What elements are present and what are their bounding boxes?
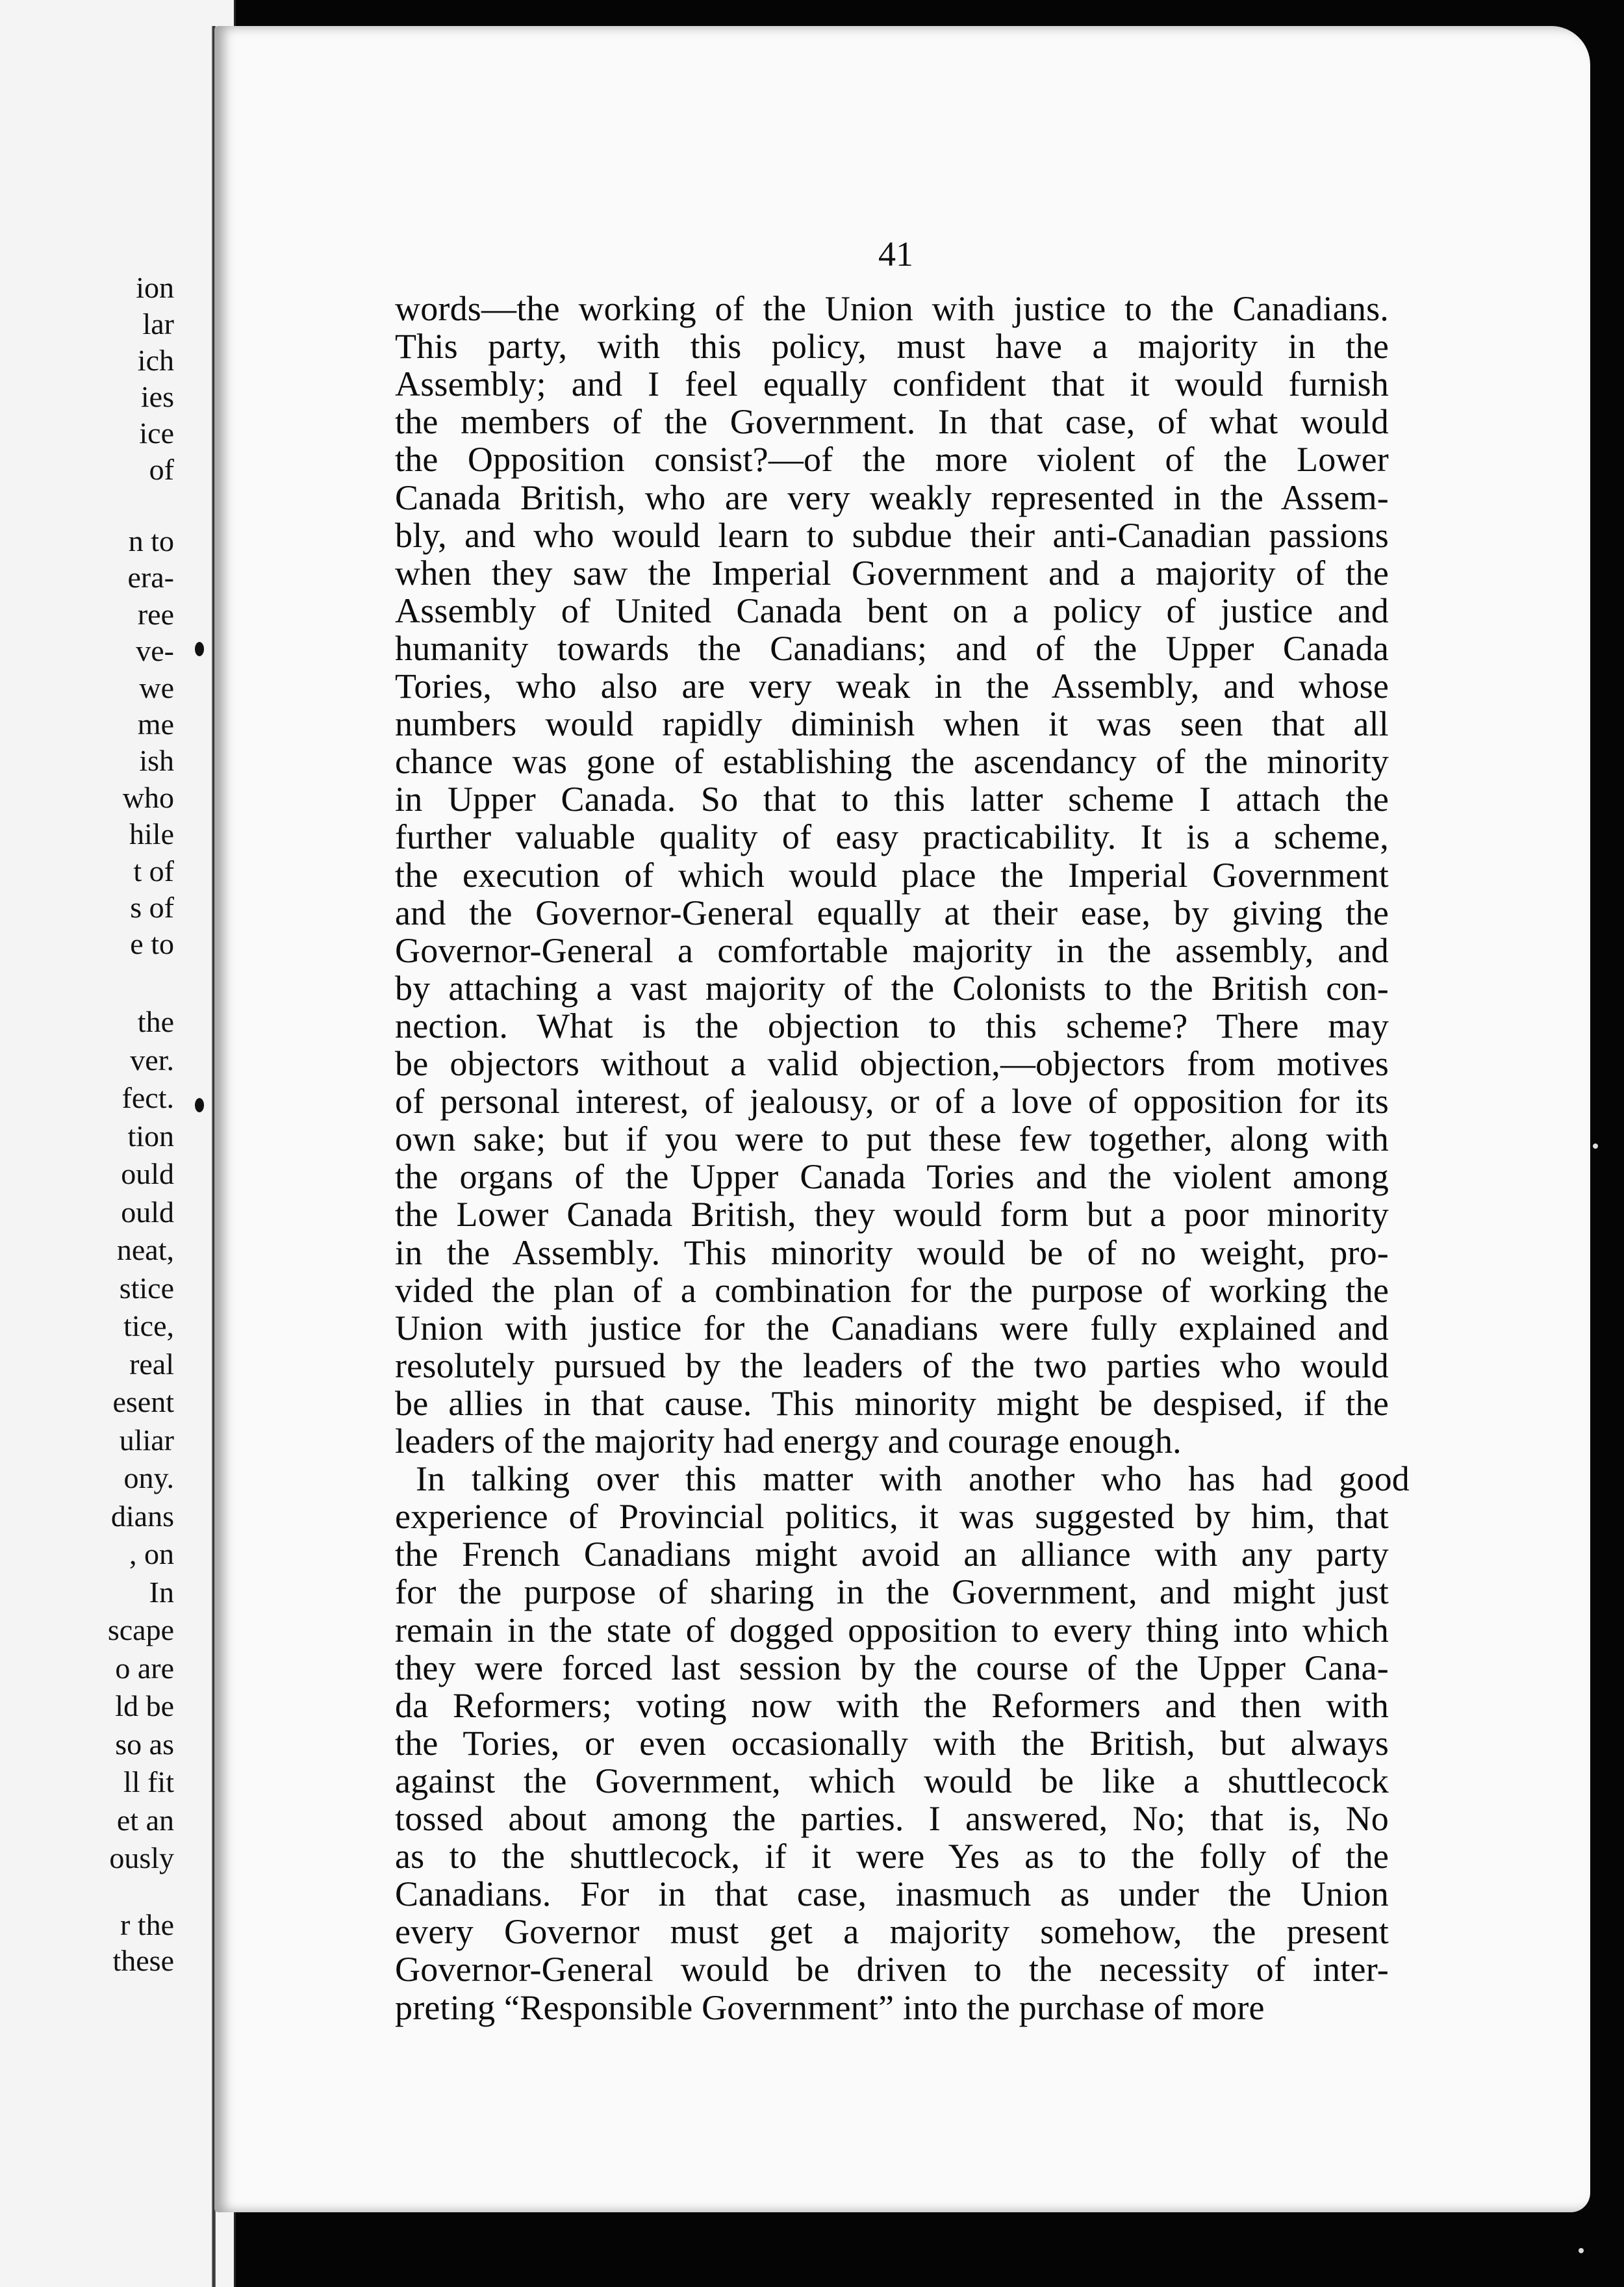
facing-page-text-fragment: real <box>129 1347 174 1381</box>
dust-speck <box>1593 1144 1598 1149</box>
facing-page-text-fragment: ies <box>140 380 174 413</box>
text-line: vided the plan of a combination for the purpose of working the <box>395 1270 1389 1310</box>
text-line: the Opposition consist?—of the more violent of the Lower <box>395 440 1389 479</box>
text-line: and the Governor-General equally at their ease, by giving the <box>395 893 1389 932</box>
facing-page-text-fragment: et an <box>116 1803 174 1837</box>
text-line: for the purpose of sharing in the Government, and might just <box>395 1572 1389 1612</box>
text-line: be allies in that cause. This minority might be despised, if the <box>395 1383 1389 1423</box>
facing-page-text-fragment: stice <box>119 1271 174 1305</box>
text-line: Canada British, who are very weakly represented in the Assem- <box>395 478 1389 517</box>
text-line: be objectors without a valid objection,—objectors from motives <box>395 1044 1389 1083</box>
text-line: further valuable quality of easy practicability. It is a scheme, <box>395 817 1389 857</box>
facing-page-text-fragment: r the <box>120 1908 174 1941</box>
facing-page-text-fragment: t of <box>133 854 174 888</box>
facing-page-text-fragment: neat, <box>116 1233 174 1266</box>
facing-page-text-fragment: ice <box>139 416 174 450</box>
facing-page-text-fragment: , on <box>129 1537 174 1570</box>
text-line: leaders of the majority had energy and courage enough. <box>395 1422 1182 1461</box>
facing-page-text-fragment: In <box>149 1575 174 1609</box>
text-line: the execution of which would place the Imperial Government <box>395 855 1389 895</box>
text-line: words—the working of the Union with justice to the Canadians. <box>395 289 1389 328</box>
facing-page-text-fragment: fect. <box>121 1081 174 1114</box>
facing-page-text-fragment: o are <box>115 1651 174 1685</box>
facing-page-text-fragment: n to <box>128 524 174 557</box>
text-line: Canadians. For in that case, inasmuch as under the Union <box>395 1874 1389 1914</box>
text-line: This party, with this policy, must have a majority in the <box>395 327 1389 366</box>
text-line: remain in the state of dogged opposition to every thing into which <box>395 1610 1389 1650</box>
text-line: they were forced last session by the course of the Upper Cana- <box>395 1648 1389 1687</box>
text-line: Assembly; and I feel equally confident that it would furnish <box>395 364 1389 404</box>
text-line: humanity towards the Canadians; and of the Upper Canada <box>395 628 1389 668</box>
dust-speck <box>1579 2248 1584 2253</box>
text-line: of personal interest, of jealousy, or of a love of opposition for its <box>395 1082 1389 1121</box>
text-line: Union with justice for the Canadians were fully explained and <box>395 1308 1389 1348</box>
facing-page-text-fragment: ould <box>121 1195 174 1229</box>
facing-page-text-fragment: hile <box>129 817 174 851</box>
facing-page-text-fragment: s of <box>130 891 174 924</box>
facing-page-text-fragment: e to <box>130 927 174 961</box>
binding-hole <box>195 642 204 656</box>
text-line: da Reformers; voting now with the Reformers and then with <box>395 1685 1389 1725</box>
text-line: Governor-General a comfortable majority in the assembly, and <box>395 930 1389 970</box>
facing-page-text-fragment: ony. <box>123 1461 174 1494</box>
text-line: the Tories, or even occasionally with the British, but always <box>395 1723 1389 1763</box>
facing-page-text-fragment: scape <box>107 1613 174 1646</box>
text-line: the French Canadians might avoid an alliance with any party <box>395 1535 1389 1574</box>
facing-page-text-fragment: ld be <box>115 1689 174 1722</box>
text-line: nection. What is the objection to this scheme? There may <box>395 1006 1389 1045</box>
facing-page-text-fragment: we <box>139 671 174 704</box>
text-line: preting “Responsible Government” into the purchase of more <box>395 1987 1265 2027</box>
facing-page-text-fragment: ich <box>137 344 174 377</box>
text-line: numbers would rapidly diminish when it was seen that all <box>395 704 1389 744</box>
text-line: in Upper Canada. So that to this latter scheme I attach the <box>395 780 1389 819</box>
text-line: as to the shuttlecock, if it were Yes as to the folly of the <box>395 1837 1389 1876</box>
text-line: own sake; but if you were to put these few together, along with <box>395 1119 1389 1159</box>
text-line: Assembly of United Canada bent on a policy of justice and <box>395 591 1389 630</box>
text-line: chance was gone of establishing the ascendancy of the minority <box>395 742 1389 782</box>
facing-page-text-fragment: ion <box>136 271 174 304</box>
facing-page-text-fragment: ree <box>137 597 174 631</box>
facing-page-text-fragment: ish <box>139 744 174 778</box>
facing-page-text-fragment: these <box>112 1944 174 1977</box>
facing-page-text-fragment: ll fit <box>123 1765 174 1798</box>
facing-page-text-fragment: era- <box>127 561 174 594</box>
facing-page-text-fragment: the <box>137 1005 174 1038</box>
facing-page-left <box>0 0 236 2287</box>
facing-page-text-fragment: who <box>122 780 174 814</box>
facing-page-text-fragment: ould <box>121 1157 174 1190</box>
page-number: 41 <box>878 235 913 274</box>
facing-page-text-fragment: esent <box>112 1385 174 1418</box>
text-line: when they saw the Imperial Government and a majority of the <box>395 553 1389 593</box>
text-line: by attaching a vast majority of the Colonists to the British con- <box>395 968 1389 1008</box>
facing-page-text-fragment: me <box>137 708 174 741</box>
facing-page-text-fragment: uliar <box>119 1423 174 1457</box>
text-line: the Lower Canada British, they would form but a poor minority <box>395 1195 1389 1234</box>
facing-page-text-fragment: of <box>149 453 174 486</box>
text-line: every Governor must get a majority somehow, the present <box>395 1912 1389 1952</box>
text-line: against the Government, which would be like a shuttlecock <box>395 1761 1389 1800</box>
text-line: experience of Provincial politics, it was suggested by him, that <box>395 1497 1389 1537</box>
facing-page-text-fragment: ver. <box>130 1043 174 1077</box>
text-line: tossed about among the parties. I answered, No; that is, No <box>395 1799 1389 1838</box>
text-line: in the Assembly. This minority would be of no weight, pro- <box>395 1233 1389 1272</box>
facing-page-text-fragment: ve- <box>136 634 174 668</box>
text-line: In talking over this matter with another who has had good <box>416 1459 1410 1499</box>
text-line: Tories, who also are very weak in the Assembly, and whose <box>395 667 1389 706</box>
binding-hole <box>195 1098 204 1112</box>
facing-page-text-fragment: lar <box>142 307 174 340</box>
text-line: Governor-General would be driven to the necessity of inter- <box>395 1950 1389 1989</box>
facing-page-text-fragment: dians <box>110 1499 174 1533</box>
text-line: resolutely pursued by the leaders of the two parties who would <box>395 1346 1389 1385</box>
text-line: the organs of the Upper Canada Tories and the violent among <box>395 1157 1389 1197</box>
text-line: bly, and who would learn to subdue their anti-Canadian passions <box>395 515 1389 555</box>
facing-page-text-fragment: ously <box>109 1841 174 1874</box>
facing-page-text-fragment: tice, <box>123 1309 174 1342</box>
facing-page-text-fragment: tion <box>127 1119 174 1153</box>
text-line: the members of the Government. In that case, of what would <box>395 402 1389 442</box>
facing-page-text-fragment: so as <box>115 1727 174 1761</box>
